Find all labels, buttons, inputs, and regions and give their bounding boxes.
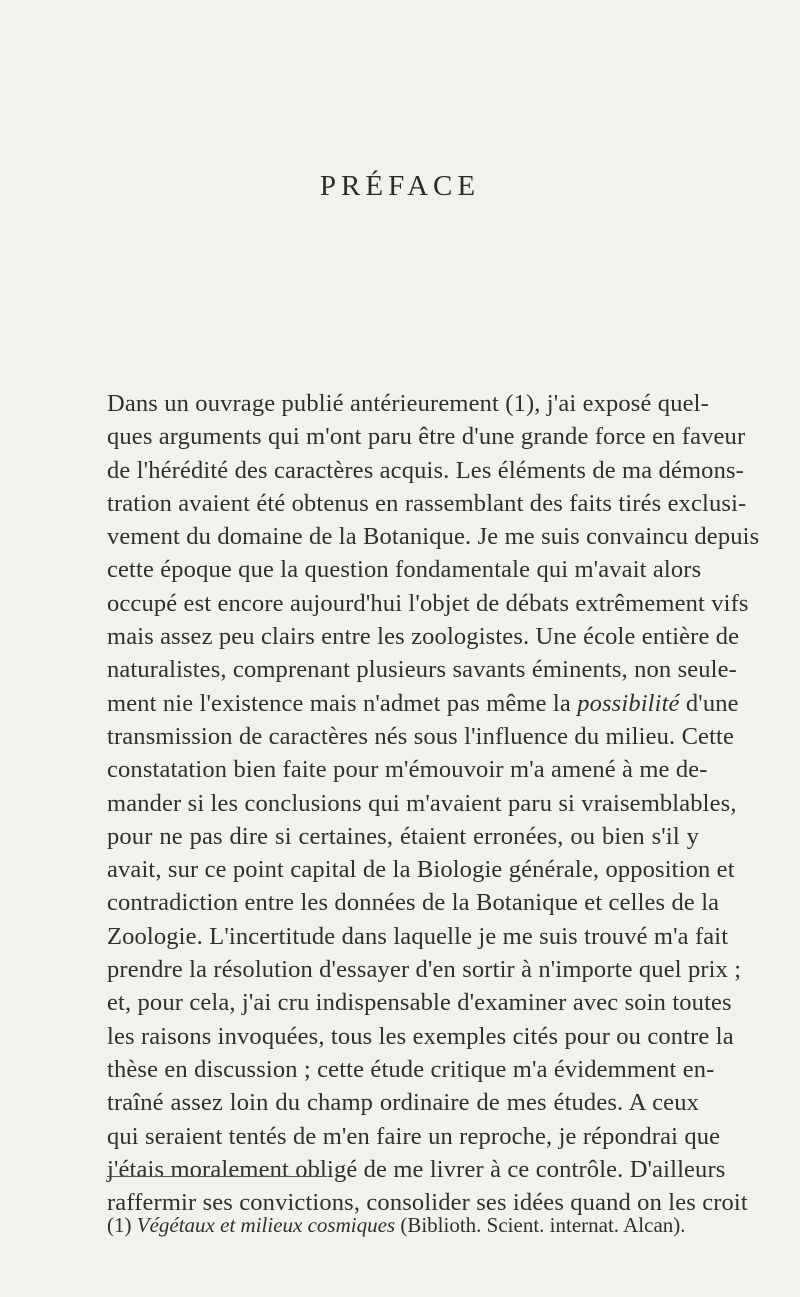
text-line: avait, sur ce point capital de la Biologie générale, opposition et bbox=[107, 856, 735, 884]
footnote-reference: (Biblioth. Scient. internat. Alcan). bbox=[395, 1213, 686, 1237]
text-fragment: ment nie l'existence mais n'admet pas même la bbox=[107, 689, 578, 717]
text-line: ques arguments qui m'ont paru être d'une grande force en faveur bbox=[107, 423, 746, 451]
footnote-marker: (1) bbox=[107, 1213, 137, 1237]
text-line: les raisons invoquées, tous les exemples cités pour ou contre la bbox=[107, 1022, 734, 1050]
text-line: pour ne pas dire si certaines, étaient erronées, ou bien s'il y bbox=[107, 822, 699, 850]
text-line: qui seraient tentés de m'en faire un reproche, je répondrai que bbox=[107, 1122, 721, 1150]
text-line: cette époque que la question fondamentale qui m'avait alors bbox=[107, 556, 702, 584]
text-line: naturalistes, comprenant plusieurs savants éminents, non seule- bbox=[107, 656, 737, 684]
footnote bbox=[107, 1213, 707, 1238]
page-title: PRÉFACE bbox=[319, 170, 481, 202]
text-line: de l'hérédité des caractères acquis. Les éléments de ma démons- bbox=[107, 456, 744, 484]
footnote-book-title: Végétaux et milieux cosmiques bbox=[136, 1213, 396, 1237]
text-line: et, pour cela, j'ai cru indispensable d'examiner avec soin toutes bbox=[107, 989, 732, 1017]
text-line: mais assez peu clairs entre les zoologistes. Une école entière de bbox=[107, 623, 740, 651]
text-line: constatation bien faite pour m'émouvoir m'a amené à me de- bbox=[107, 756, 708, 784]
text-line bbox=[107, 687, 739, 720]
text-line: thèse en discussion ; cette étude critique m'a évidemment en- bbox=[107, 1055, 715, 1083]
text-fragment: d'une bbox=[679, 689, 739, 717]
text-line: traîné assez loin du champ ordinaire de mes études. A ceux bbox=[107, 1089, 699, 1117]
italic-term: possibilité bbox=[577, 689, 680, 717]
text-line: Zoologie. L'incertitude dans laquelle je me suis trouvé m'a fait bbox=[107, 922, 729, 950]
footnote-divider bbox=[107, 1176, 327, 1177]
text-line: transmission de caractères nés sous l'influence du milieu. Cette bbox=[107, 722, 735, 750]
text-line: tration avaient été obtenus en rassemblant des faits tirés exclusi- bbox=[107, 489, 747, 517]
text-line: vement du domaine de la Botanique. Je me suis convaincu depuis bbox=[107, 523, 760, 551]
text-line: prendre la résolution d'essayer d'en sortir à n'importe quel prix ; bbox=[107, 956, 742, 984]
text-line: mander si les conclusions qui m'avaient paru si vraisemblables, bbox=[107, 789, 737, 817]
text-line: raffermir ses convictions, consolider ses idées quand on les croit bbox=[107, 1189, 748, 1217]
body-paragraph bbox=[107, 387, 760, 1219]
text-line: j'étais moralement obligé de me livrer à ce contrôle. D'ailleurs bbox=[107, 1155, 726, 1183]
text-line: Dans un ouvrage publié antérieurement (1), j'ai exposé quel- bbox=[107, 390, 709, 417]
text-line: occupé est encore aujourd'hui l'objet de débats extrêmement vifs bbox=[107, 589, 749, 617]
text-line: contradiction entre les données de la Botanique et celles de la bbox=[107, 889, 720, 917]
